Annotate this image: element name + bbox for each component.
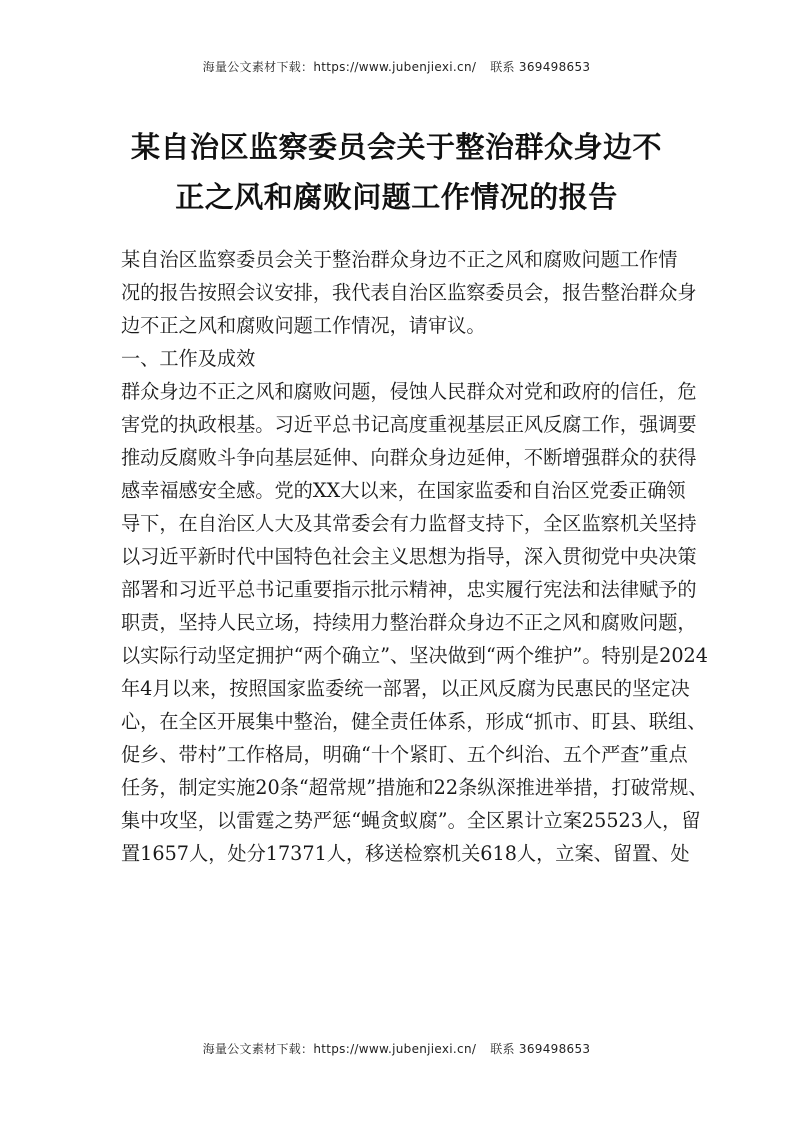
body-line: 边不正之风和腐败问题工作情况，请审议。 [121,314,486,337]
title-line-2: 正之风和腐败问题工作情况的报告 [175,180,618,214]
body-line: 感幸福感安全感。党的XX大以来，在国家监委和自治区党委正确领 [121,479,686,502]
body-line: 以习近平新时代中国特色社会主义思想为指导，深入贯彻党中央决策 [121,545,697,568]
body-line: 况的报告按照会议安排，我代表自治区监察委员会，报告整治群众身 [121,281,697,304]
body-line: 部署和习近平总书记重要指示批示精神，忠实履行宪法和法律赋予的 [121,578,697,601]
body-line: 年4月以来，按照国家监委统一部署，以正风反腐为民惠民的坚定决 [121,677,690,700]
footer-download-label: 海量公文素材下载：https://www.jubenjiexi.cn/ [202,1042,477,1056]
body-line: 某自治区监察委员会关于整治群众身边不正之风和腐败问题工作情 [121,248,678,271]
footer-contact: 联系 369498653 [490,1042,591,1056]
document-title [100,122,693,222]
body-line: 任务，制定实施20条“超常规”措施和22条纵深推进举措，打破常规、 [121,776,708,799]
header-contact: 联系 369498653 [490,60,591,74]
body-line: 群众身边不正之风和腐败问题，侵蚀人民群众对党和政府的信任，危 [121,380,697,403]
body-line: 置1657人，处分17371人，移送检察机关618人，立案、留置、处 [121,842,690,865]
section-heading: 一、工作及成效 [121,347,256,370]
body-line: 促乡、带村”工作格局，明确“十个紧盯、五个纠治、五个严查”重点 [121,743,688,766]
body-line: 推动反腐败斗争向基层延伸、向群众身边延伸，不断增强群众的获得 [121,446,697,469]
body-line: 心，在全区开展集中整治，健全责任体系，形成“抓市、盯县、联组、 [121,710,707,733]
document-body [121,243,708,870]
title-line-1: 某自治区监察委员会关于整治群众身边不 [130,130,662,164]
body-line: 集中攻坚，以雷霆之势严惩“蝇贪蚁腐”。全区累计立案25523人，留 [121,809,701,832]
body-line: 导下，在自治区人大及其常委会有力监督支持下，全区监察机关坚持 [121,512,697,535]
page-footer [0,1040,793,1057]
body-line: 害党的执政根基。习近平总书记高度重视基层正风反腐工作，强调要 [121,413,697,436]
body-line: 职责，坚持人民立场，持续用力整治群众身边不正之风和腐败问题， [121,611,697,634]
body-line: 以实际行动坚定拥护“两个确立”、坚决做到“两个维护”。特别是2024 [121,644,708,667]
page-header [0,58,793,75]
header-download-label: 海量公文素材下载：https://www.jubenjiexi.cn/ [202,60,477,74]
